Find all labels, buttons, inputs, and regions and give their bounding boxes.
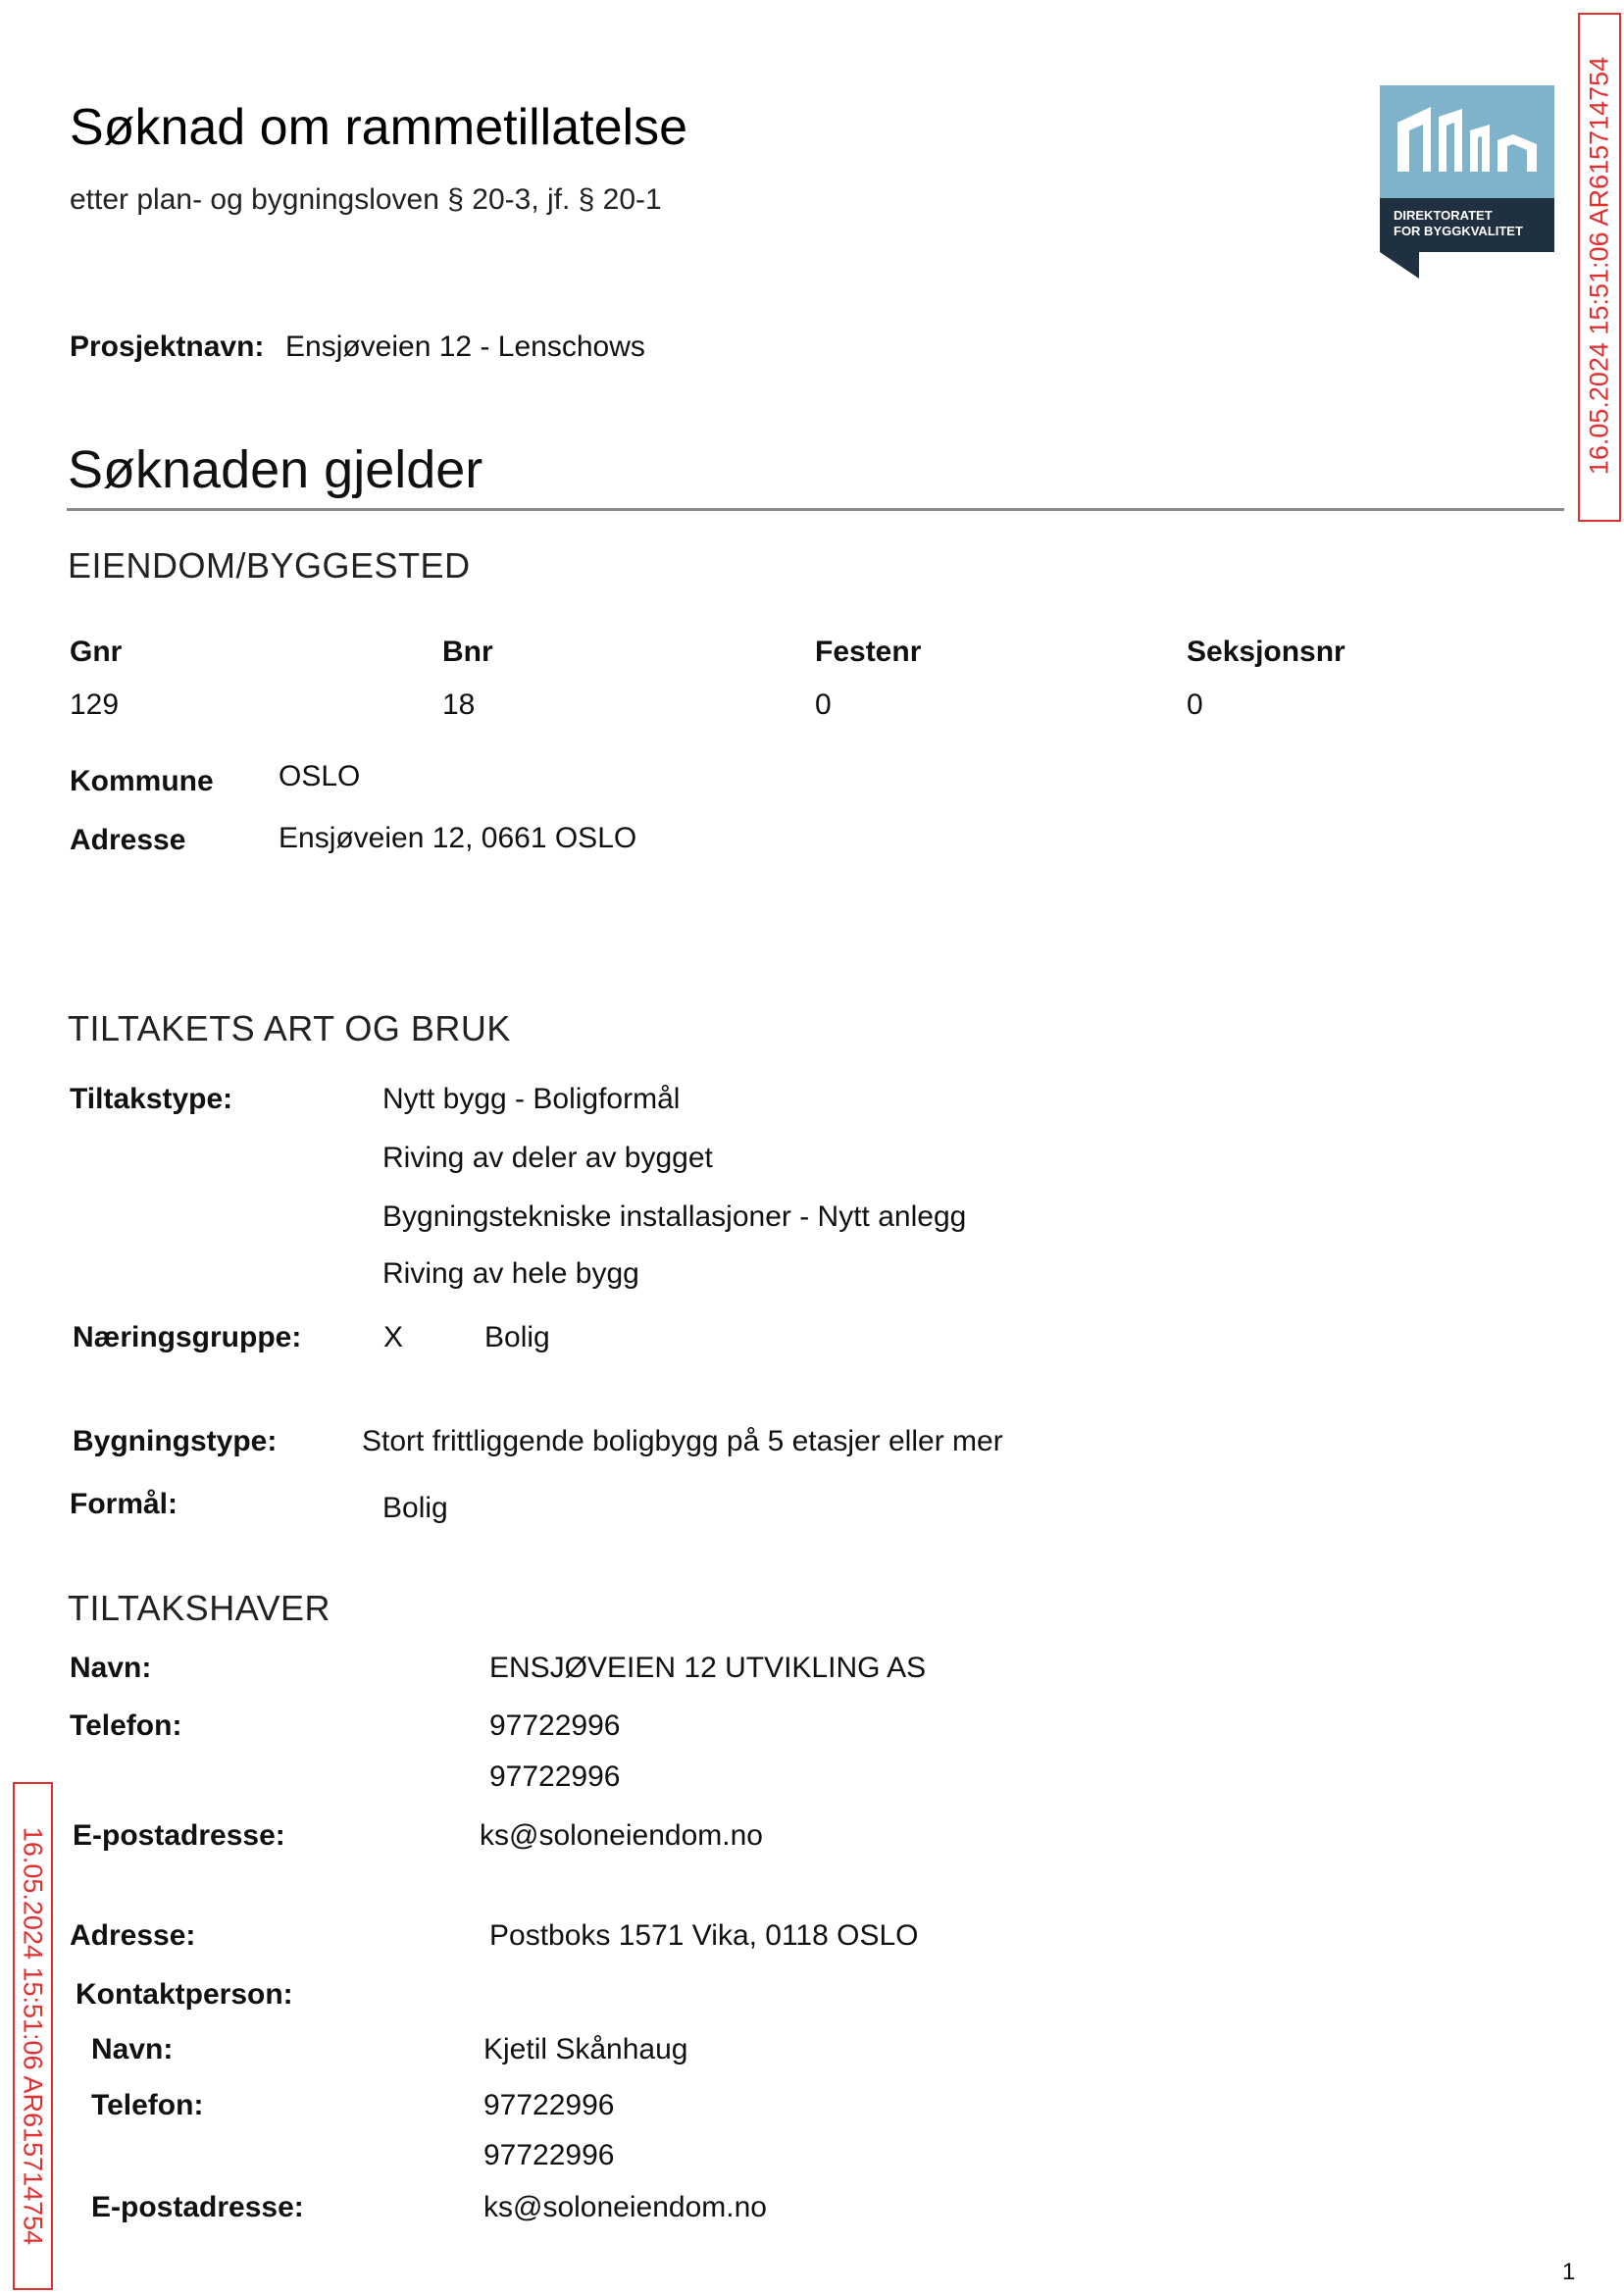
tiltakstype-item: Riving av deler av bygget [382,1142,713,1174]
tiltakshaver-epost-value: ks@soloneiendom.no [480,1819,763,1852]
kommune-value: OSLO [279,760,361,792]
kommune-label: Kommune [70,765,214,797]
tiltakshaver-epost-label: E-postadresse: [73,1819,285,1852]
adresse-value: Ensjøveien 12, 0661 OSLO [279,822,637,854]
project-label: Prosjektnavn: [70,331,265,363]
kontakt-epost-label: E-postadresse: [91,2191,304,2223]
dibk-logo [1380,85,1554,279]
naeringsgruppe-label: Næringsgruppe: [73,1321,302,1353]
stamp-text: 16.05.2024 15:51:06 AR615714754 [18,1826,48,2246]
seksjonsnr-label: Seksjonsnr [1187,636,1345,668]
document-subtitle: etter plan- og bygningsloven § 20-3, jf. § 20-1 [70,183,662,216]
tiltakstype-label: Tiltakstype: [70,1083,233,1115]
bnr-value: 18 [442,688,476,721]
bygningstype-label: Bygningstype: [73,1425,278,1457]
adresse-label: Adresse [70,824,186,856]
festenr-value: 0 [815,688,832,721]
tiltakstype-item: Bygningstekniske installasjoner - Nytt anlegg [382,1200,967,1233]
page-number: 1 [1562,2259,1576,2285]
festenr-label: Festenr [815,636,922,668]
kontakt-telefon-value: 97722996 [483,2089,615,2121]
formal-label: Formål: [70,1488,178,1520]
tiltakstype-item: Nytt bygg - Boligformål [382,1083,681,1115]
tiltakshaver-navn-label: Navn: [70,1652,152,1684]
formal-value: Bolig [382,1492,448,1524]
stamp-text: 16.05.2024 15:51:06 AR615714754 [1584,56,1614,476]
kontakt-navn-value: Kjetil Skånhaug [483,2033,688,2065]
tiltakstype-item: Riving av hele bygg [382,1257,639,1290]
gnr-value: 129 [70,688,120,721]
received-stamp-right [1578,13,1621,522]
heading-tiltak: TILTAKETS ART OG BRUK [68,1008,511,1048]
gnr-label: Gnr [70,636,123,668]
tiltakshaver-telefon-label: Telefon: [70,1709,182,1742]
kontaktperson-label: Kontaktperson: [76,1978,293,2011]
kontakt-navn-label: Navn: [91,2033,174,2065]
section-divider [67,508,1564,511]
project-name: Ensjøveien 12 - Lenschows [285,331,645,363]
naeringsgruppe-value: Bolig [484,1321,550,1353]
tiltakshaver-adresse-label: Adresse: [70,1919,196,1952]
bnr-label: Bnr [442,636,493,668]
kontakt-telefon-value: 97722996 [483,2139,615,2171]
svg-text:FOR BYGGKVALITET: FOR BYGGKVALITET [1394,224,1523,238]
kontakt-telefon-label: Telefon: [91,2089,204,2121]
tiltakshaver-navn-value: ENSJØVEIEN 12 UTVIKLING AS [489,1652,927,1684]
tiltakshaver-adresse-value: Postboks 1571 Vika, 0118 OSLO [489,1919,919,1952]
kontakt-epost-value: ks@soloneiendom.no [483,2191,767,2223]
tiltakshaver-telefon-value: 97722996 [489,1760,621,1793]
received-stamp-left [13,1782,53,2290]
bygningstype-value: Stort frittliggende boligbygg på 5 etasjer eller mer [362,1425,1003,1457]
svg-text:DIREKTORATET: DIREKTORATET [1394,208,1493,223]
document-title: Søknad om rammetillatelse [70,99,687,156]
section-title: Søknaden gjelder [68,440,483,499]
heading-tiltakshaver: TILTAKSHAVER [68,1588,331,1628]
naeringsgruppe-code: X [383,1321,404,1353]
seksjonsnr-value: 0 [1187,688,1203,721]
tiltakshaver-telefon-value: 97722996 [489,1709,621,1742]
heading-eiendom: EIENDOM/BYGGESTED [68,545,471,586]
